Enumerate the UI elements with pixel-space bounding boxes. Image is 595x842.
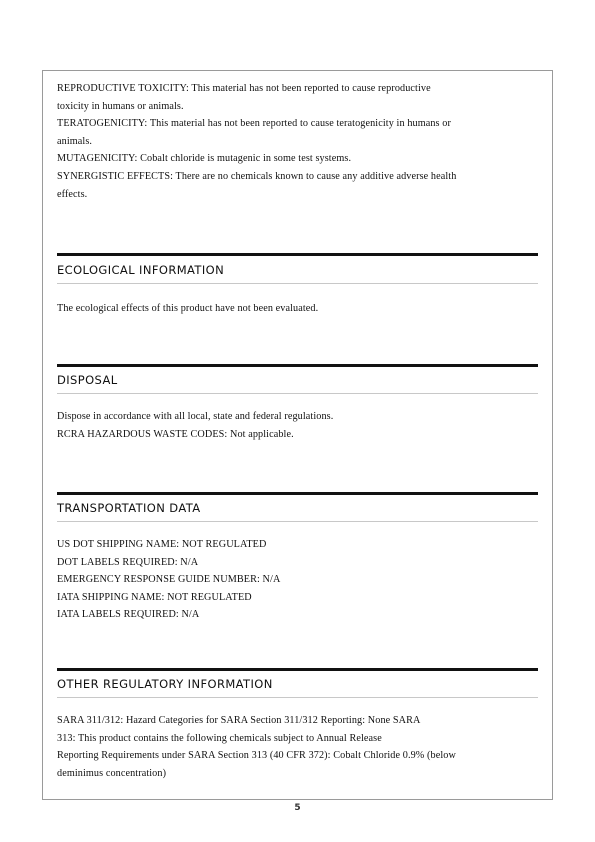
section-rule: [57, 492, 538, 495]
disposal-line: Dispose in accordance with all local, state and federal regulations.: [57, 411, 334, 422]
transportation-line: IATA SHIPPING NAME: NOT REGULATED: [57, 591, 252, 603]
transportation-paragraph: [57, 536, 539, 624]
regulatory-line: Reporting Requirements under SARA Section 313 (40 CFR 372): Cobalt Chloride 0.9% (below: [57, 750, 456, 762]
toxicity-line: MUTAGENICITY: Cobalt chloride is mutagenic in some test systems.: [57, 153, 352, 165]
toxicity-line: toxicity in humans or animals.: [57, 100, 184, 112]
toxicity-line: effects.: [57, 188, 88, 200]
toxicity-line: REPRODUCTIVE TOXICITY: This material has not been reported to cause reproductive: [57, 83, 431, 94]
section-divider: [57, 697, 538, 698]
regulatory-line: 313: This product contains the following chemicals subject to Annual Release: [57, 732, 382, 744]
page-number: 5: [294, 803, 301, 813]
regulatory-line: SARA 311/312: Hazard Categories for SARA Section 311/312 Reporting: None SARA: [57, 715, 421, 726]
section-divider: [57, 283, 538, 284]
regulatory-paragraph: [57, 712, 539, 782]
transportation-line: IATA LABELS REQUIRED: N/A: [57, 609, 200, 621]
disposal-line: RCRA HAZARDOUS WASTE CODES: Not applicable.: [57, 428, 294, 440]
ecological-heading: ECOLOGICAL INFORMATION: [57, 263, 225, 277]
section-divider: [57, 393, 538, 394]
ecological-line: The ecological effects of this product have not been evaluated.: [57, 303, 319, 314]
toxicity-line: animals.: [57, 135, 93, 147]
regulatory-line: deminimus concentration): [57, 767, 167, 779]
transportation-line: US DOT SHIPPING NAME: NOT REGULATED: [57, 539, 267, 550]
toxicity-line: TERATOGENICITY: This material has not been reported to cause teratogenicity in humans or: [57, 118, 451, 130]
toxicity-line: SYNERGISTIC EFFECTS: There are no chemicals known to cause any additive adverse health: [57, 170, 457, 182]
section-rule: [57, 668, 538, 671]
section-rule: [57, 364, 538, 367]
transportation-line: EMERGENCY RESPONSE GUIDE NUMBER: N/A: [57, 574, 281, 586]
section-divider: [57, 521, 538, 522]
regulatory-heading: OTHER REGULATORY INFORMATION: [57, 677, 273, 691]
toxicity-paragraph: [57, 80, 539, 203]
disposal-paragraph: [57, 408, 539, 443]
ecological-paragraph: [57, 300, 539, 318]
transportation-line: DOT LABELS REQUIRED: N/A: [57, 556, 199, 568]
disposal-heading: DISPOSAL: [57, 373, 118, 387]
section-rule: [57, 253, 538, 256]
transportation-heading: TRANSPORTATION DATA: [57, 501, 201, 515]
